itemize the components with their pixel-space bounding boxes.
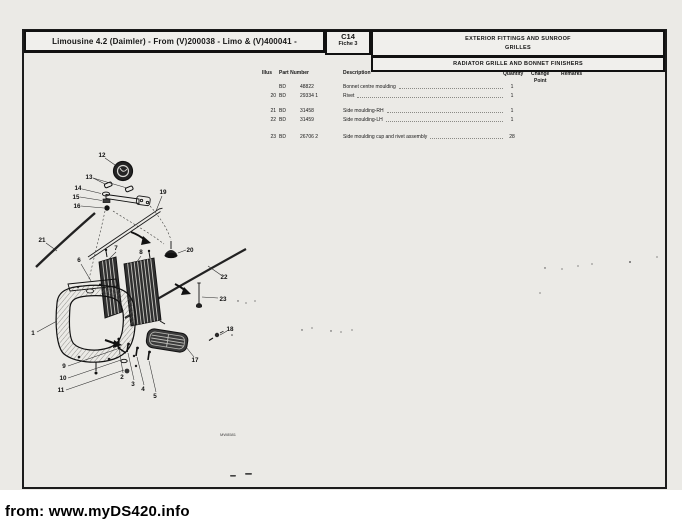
cell-illus: 22 <box>270 117 276 123</box>
col-header-part-number: Part Number <box>279 70 310 76</box>
clip-part-18 <box>209 331 224 340</box>
col-header-quantity: Quantity <box>503 71 524 77</box>
callout-label: 10 <box>59 375 67 382</box>
page-title: Limousine 4.2 (Daimler) - From (V)200038 - Limo & (V)400041 - <box>52 36 297 46</box>
cell-part-number: 31459 <box>300 117 314 123</box>
fiche-number: Fiche 3 <box>338 41 358 47</box>
cell-part-prefix: BD <box>279 93 286 99</box>
callout-label: 13 <box>85 174 93 181</box>
cell-quantity: 1 <box>510 117 514 123</box>
cell-part-number: 29334 1 <box>300 93 319 99</box>
drawing-reference: MW8581 <box>220 432 237 437</box>
cell-part-prefix: BD <box>279 108 286 114</box>
clip-parts <box>104 182 133 193</box>
cell-description: Side moulding-RH <box>343 108 505 114</box>
col-header-change: Change <box>531 71 550 77</box>
cell-part-number: 26706 2 <box>300 134 319 140</box>
cell-illus: 23 <box>270 134 276 140</box>
cell-quantity: 1 <box>510 108 514 114</box>
cell-description: Side moulding cup and rivet assembly <box>343 134 505 140</box>
col-header-description: Description <box>343 70 371 76</box>
rivet-part <box>196 283 202 308</box>
callout-label: 5 <box>153 393 157 400</box>
bracket-arm-part <box>106 195 151 206</box>
cell-part-prefix: BD <box>279 134 286 140</box>
cell-part-prefix: BD <box>279 117 286 123</box>
col-header-illus: Illus <box>262 70 273 76</box>
col-header-remarks: Remarks <box>561 71 583 77</box>
callout-label: 14 <box>74 185 82 192</box>
cell-quantity: 1 <box>510 93 514 99</box>
callout-label: 9 <box>62 363 66 370</box>
subsection-title: RADIATOR GRILLE AND BONNET FINISHERS <box>453 61 583 67</box>
callout-label: 8 <box>139 249 143 256</box>
callout-label: 20 <box>186 247 194 254</box>
cell-illus: 21 <box>270 108 276 114</box>
cell-description: Side moulding-LH <box>343 117 505 123</box>
footer-strip <box>0 490 682 528</box>
scan-specks <box>230 256 658 476</box>
cell-part-number: 48822 <box>300 84 314 90</box>
callout-label: 15 <box>72 194 80 201</box>
callout-label: 23 <box>219 296 227 303</box>
callout-label: 22 <box>220 274 228 281</box>
moulding-cup-part <box>165 241 178 258</box>
source-credit: from: www.myDS420.info <box>5 503 190 520</box>
cell-illus: 20 <box>270 93 276 99</box>
callout-label: 18 <box>226 326 234 333</box>
section-title: EXTERIOR FITTINGS AND SUNROOF <box>465 36 571 42</box>
cell-description: Rivet <box>343 93 505 99</box>
cell-quantity: 28 <box>509 134 515 140</box>
grille-surround-part <box>56 285 135 374</box>
cell-description: Bonnet centre moulding <box>343 84 505 90</box>
bonnet-centre-moulding-part <box>88 208 163 259</box>
badge-part <box>114 162 133 181</box>
callout-label: 4 <box>141 386 145 393</box>
callout-label: 1 <box>31 330 35 337</box>
callout-label: 17 <box>191 357 199 364</box>
callout-label: 2 <box>120 374 124 381</box>
finisher-plate-part <box>145 328 188 353</box>
callout-label: 7 <box>114 245 118 252</box>
fiche-code: C14 <box>341 32 355 41</box>
callout-label: 11 <box>57 387 65 394</box>
cell-part-prefix: BD <box>279 84 286 90</box>
callout-label: 3 <box>131 381 135 388</box>
callout-label: 16 <box>73 203 81 210</box>
cell-quantity: 1 <box>510 84 514 90</box>
cell-part-number: 31458 <box>300 108 314 114</box>
section-subtitle: GRILLES <box>505 45 531 51</box>
callout-label: 21 <box>38 237 46 244</box>
callout-label: 12 <box>98 152 106 159</box>
callout-label: 6 <box>77 257 81 264</box>
col-header-change-point: Point <box>534 78 547 84</box>
callout-label: 19 <box>159 189 167 196</box>
